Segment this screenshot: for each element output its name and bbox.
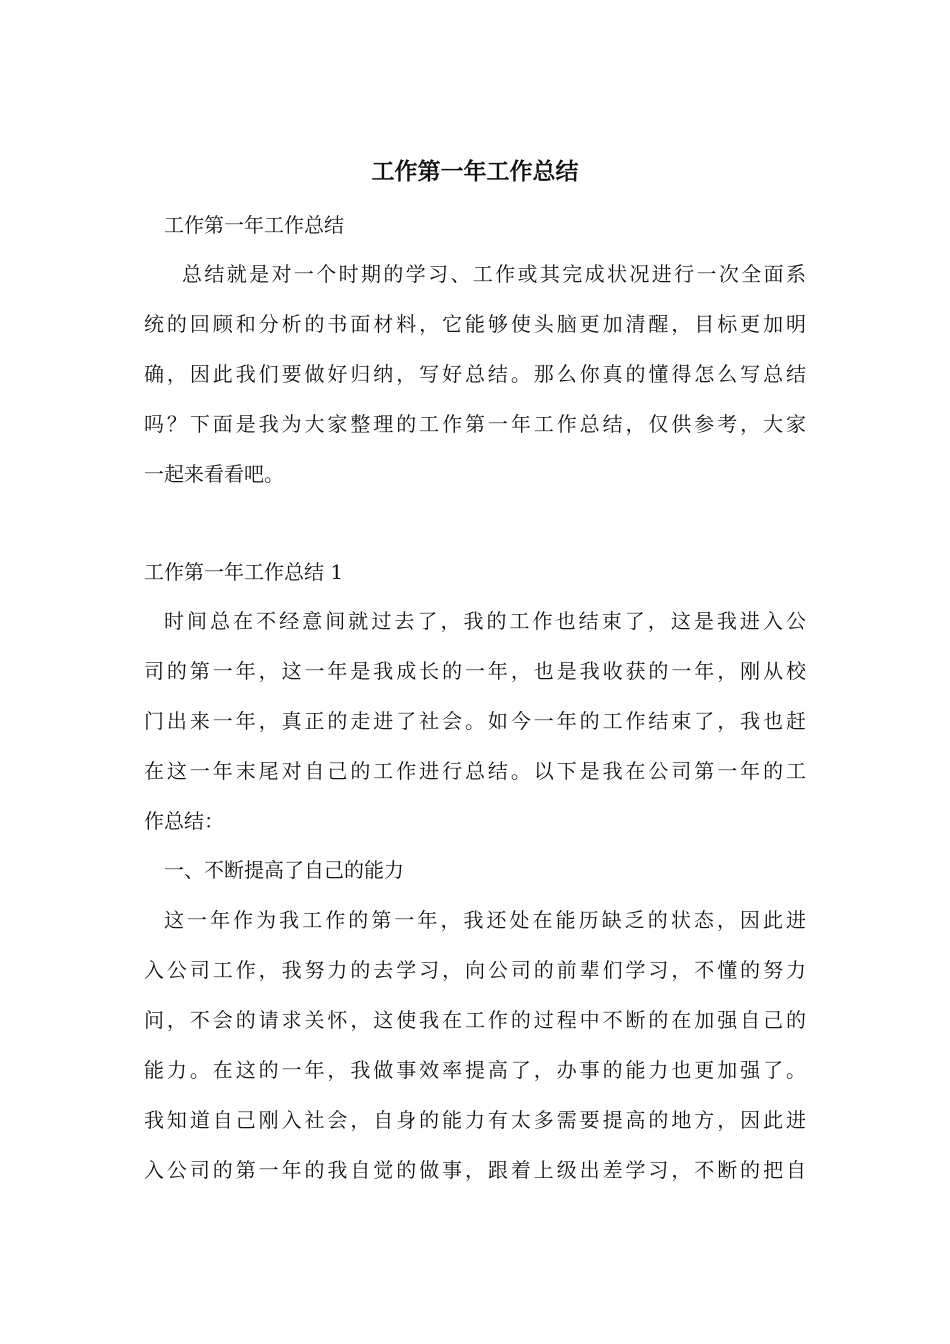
section-1-line-4: 在这一年末尾对自己的工作进行总结。以下是我在公司第一年的工 <box>144 759 806 783</box>
section-1-line-1: 时间总在不经意间就过去了，我的工作也结束了，这是我进入公 <box>164 609 806 633</box>
section-1-line-5: 作总结： <box>144 809 224 833</box>
intro-line-1: 总结就是对一个时期的学习、工作或其完成状况进行一次全面系 <box>182 262 806 286</box>
point-1-line-5: 我知道自己刚入社会，自身的能力有太多需要提高的地方，因此进 <box>144 1108 806 1132</box>
intro-line-2: 统的回顾和分析的书面材料，它能够使头脑更加清醒，目标更加明 <box>144 312 806 336</box>
section-1-heading: 工作第一年工作总结 1 <box>144 560 344 584</box>
document-title: 工作第一年工作总结 <box>371 159 579 185</box>
intro-line-3: 确，因此我们要做好归纳，写好总结。那么你真的懂得怎么写总结 <box>144 362 806 386</box>
point-1-line-4: 能力。在这的一年，我做事效率提高了，办事的能力也更加强了。 <box>144 1058 806 1082</box>
section-1-line-2: 司的第一年，这一年是我成长的一年，也是我收获的一年，刚从校 <box>144 659 806 683</box>
intro-line-4: 吗？下面是我为大家整理的工作第一年工作总结，仅供参考，大家 <box>144 412 806 436</box>
point-1-heading: 一、不断提高了自己的能力 <box>164 858 404 882</box>
point-1-line-1: 这一年作为我工作的第一年，我还处在能历缺乏的状态，因此进 <box>164 908 806 932</box>
point-1-line-2: 入公司工作，我努力的去学习，向公司的前辈们学习，不懂的努力 <box>144 958 806 982</box>
point-1-line-3: 问，不会的请求关怀，这使我在工作的过程中不断的在加强自己的 <box>144 1008 806 1032</box>
section-1-line-3: 门出来一年，真正的走进了社会。如今一年的工作结束了，我也赶 <box>144 709 806 733</box>
intro-line-5: 一起来看看吧。 <box>144 462 284 486</box>
point-1-line-6: 入公司的第一年的我自觉的做事，跟着上级出差学习，不断的把自 <box>144 1158 806 1182</box>
document-subtitle: 工作第一年工作总结 <box>164 213 344 237</box>
